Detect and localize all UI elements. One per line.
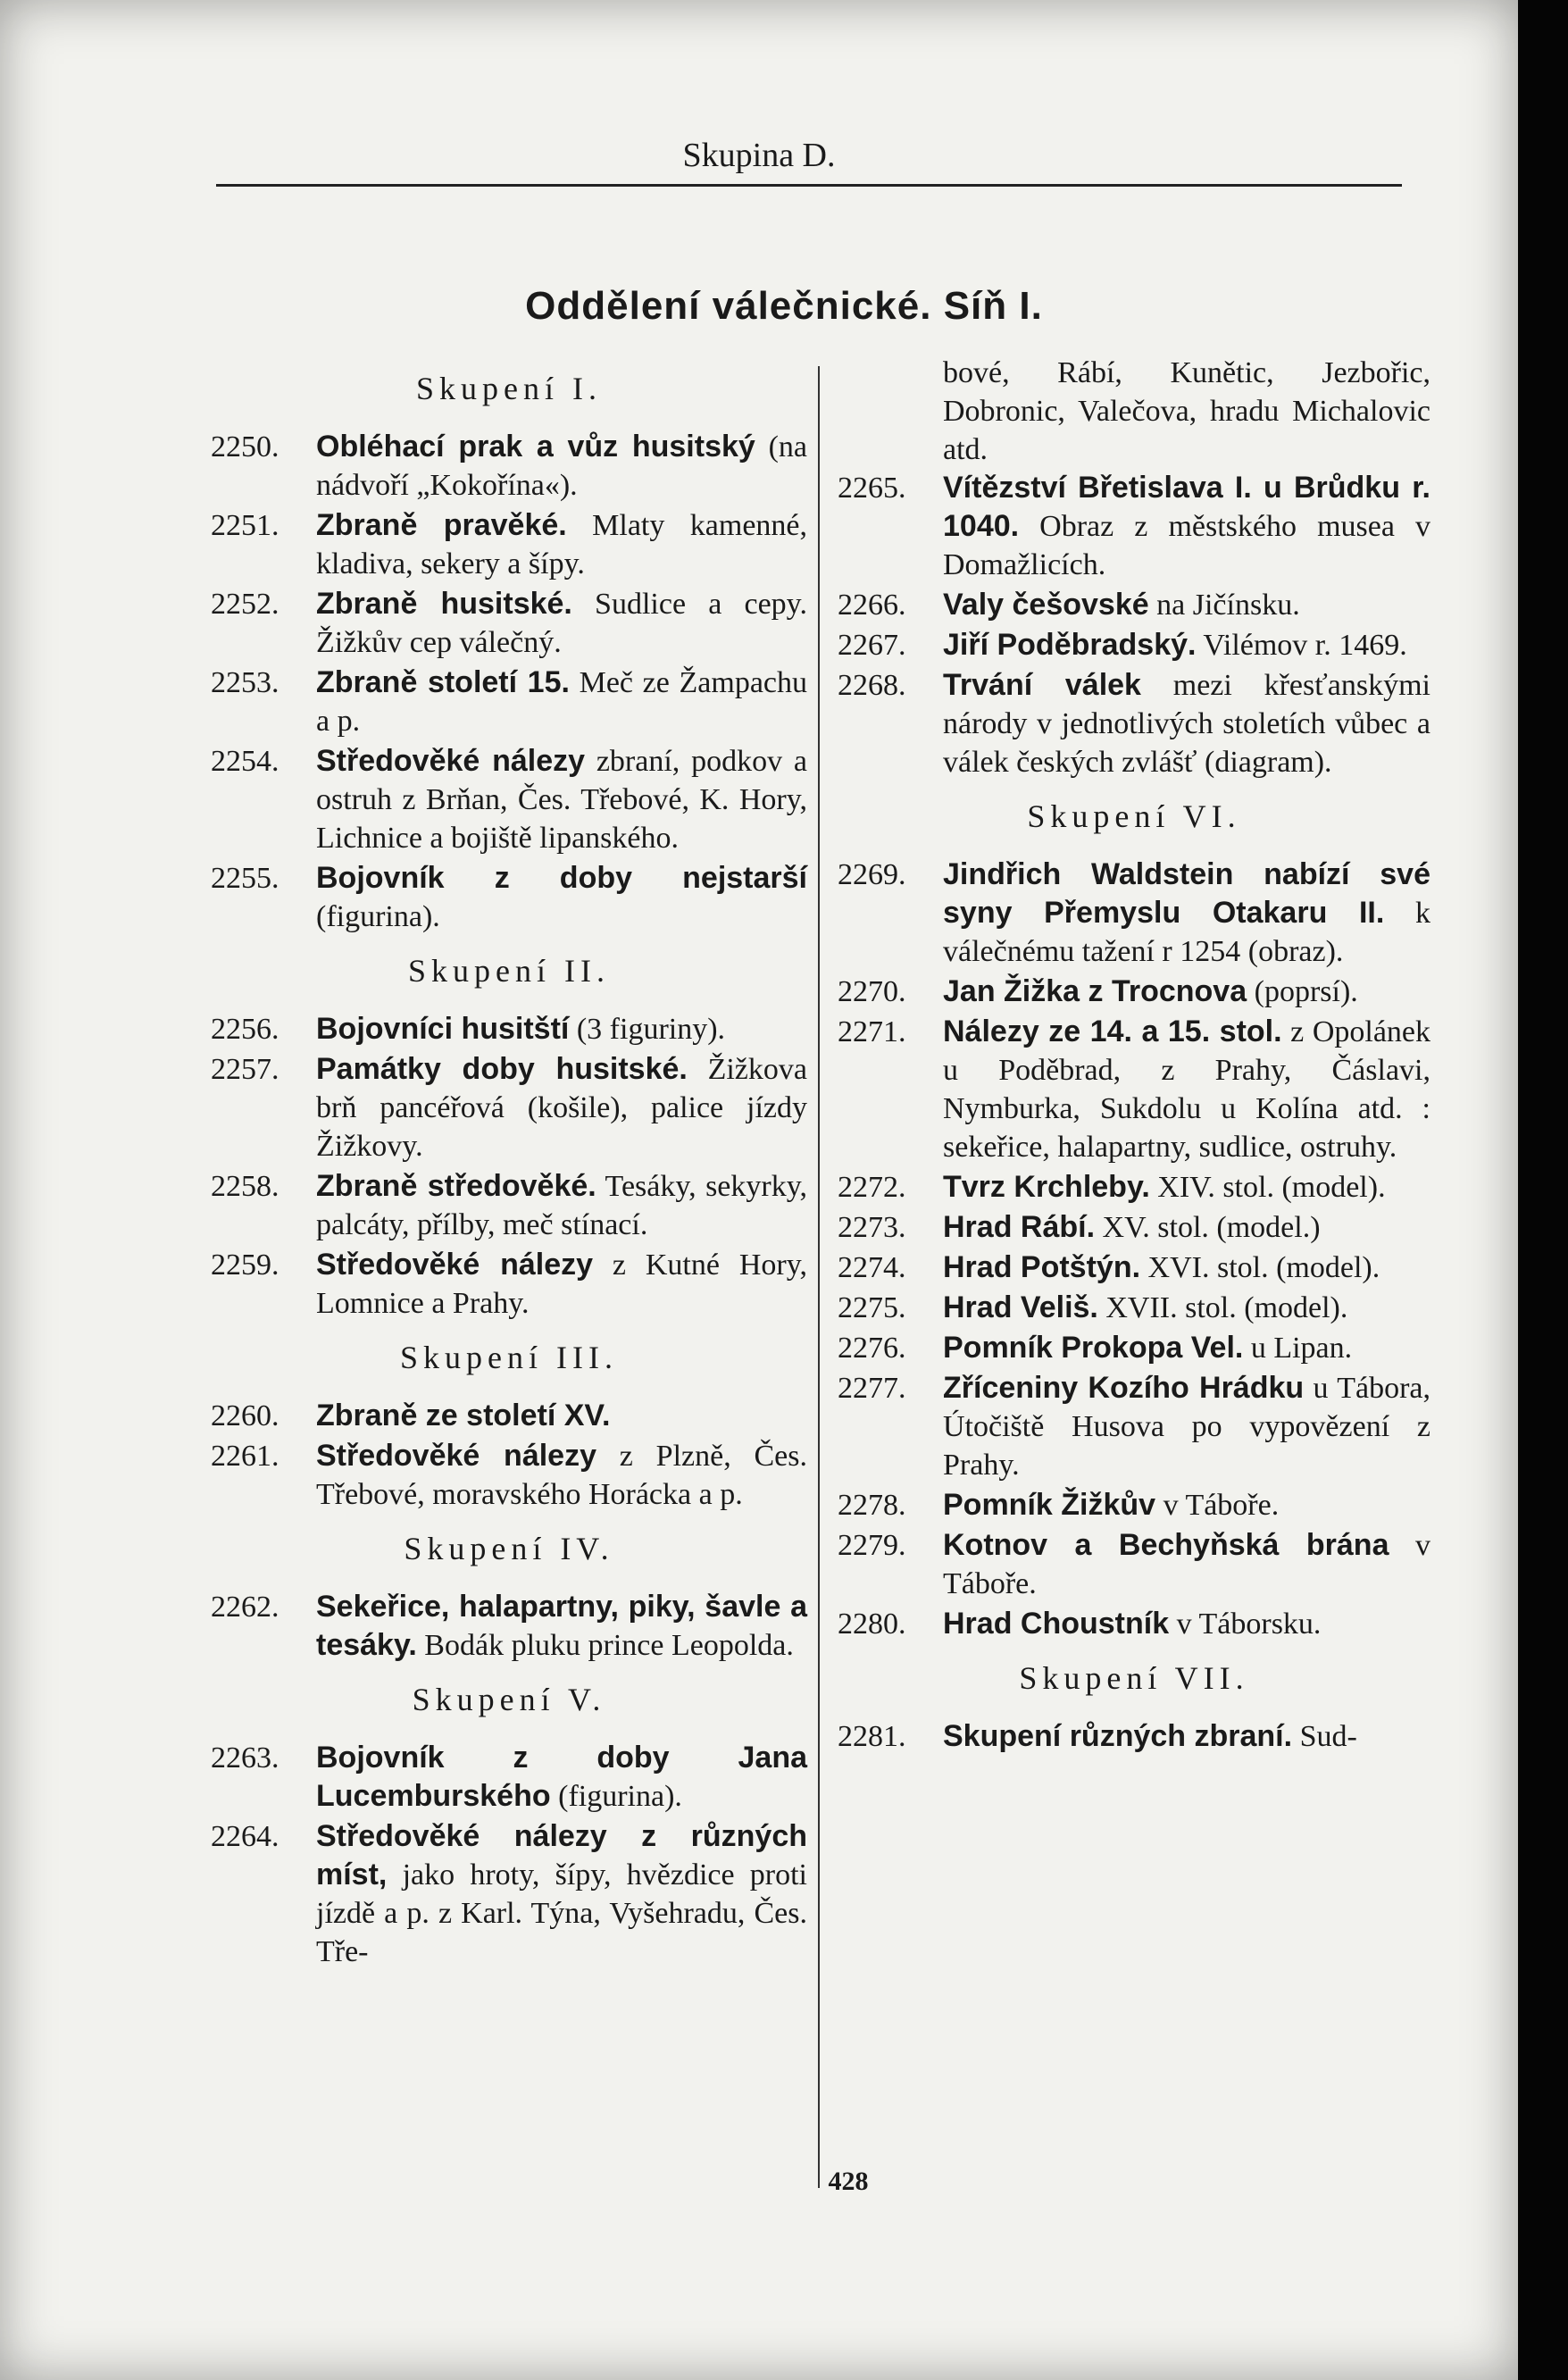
- entry-text: [316, 1588, 807, 1665]
- entry-title: Středověké nálezy z různých míst,: [316, 1819, 807, 1891]
- group-heading: Skupení VI.: [1027, 798, 1241, 834]
- catalog-entry: [211, 585, 807, 662]
- scan-edge: [1518, 0, 1568, 2380]
- catalog-entry: [211, 1397, 807, 1435]
- entry-title: Trvání válek: [943, 668, 1141, 702]
- running-head: Skupina D.: [682, 137, 836, 174]
- entry-description: Sudlice a cepy. Žižkův cep válečný.: [316, 588, 807, 659]
- entry-number: 2261.: [211, 1440, 279, 1473]
- entry-text: [943, 1369, 1430, 1484]
- entry-description: XIV. stol. (model).: [1149, 1171, 1386, 1204]
- entry-description: (na nádvoří „Kokořína«).: [316, 430, 807, 502]
- entry-number: 2272.: [838, 1171, 906, 1204]
- entry-number: 2275.: [838, 1291, 906, 1324]
- entry-description: zbraní, podkov a ostruh z Brňan, Čes. Třebové, K. Hory, Lichnice a bojiště lipanského.: [316, 745, 807, 855]
- entry-number: 2268.: [838, 669, 906, 702]
- entry-description: XVI. stol. (model).: [1140, 1251, 1380, 1284]
- entry-text: [943, 1717, 1430, 1756]
- entry-description: Vilémov r. 1469.: [1196, 629, 1407, 662]
- entry-title: Zříceniny Kozího Hrádku: [943, 1371, 1305, 1405]
- entry-number: 2270.: [838, 975, 906, 1008]
- entry-text: [943, 1526, 1430, 1603]
- entry-title: Jan Žižka z Trocnova: [943, 974, 1247, 1008]
- entry-text: [943, 1605, 1430, 1643]
- catalog-entry: [838, 1248, 1430, 1287]
- entry-title: Památky doby husitské.: [316, 1052, 688, 1086]
- entry-number: 2276.: [838, 1332, 906, 1365]
- group-heading: Skupení V.: [412, 1682, 606, 1717]
- entry-text: [943, 1248, 1430, 1287]
- entry-title: Jindřich Waldstein nabízí své syny Přemyslu Otakaru II.: [943, 857, 1430, 930]
- entry-text: [316, 1050, 807, 1165]
- entry-number: 2264.: [211, 1820, 279, 1853]
- catalog-entry: [838, 1717, 1430, 1756]
- entry-description: XVII. stol. (model).: [1097, 1291, 1348, 1324]
- entry-description: mezi křesťanskými národy v jednotlivých stoletích vůbec a válek českých zvlášť (diagram).: [943, 669, 1430, 779]
- entry-title: Hrad Potštýn.: [943, 1250, 1141, 1284]
- catalog-entry: [211, 1010, 807, 1048]
- entry-text: [943, 1486, 1430, 1524]
- entry-number: 2256.: [211, 1013, 279, 1046]
- entry-text: [316, 1739, 807, 1816]
- entry-number: 2250.: [211, 430, 279, 463]
- entry-title: Bojovník z doby nejstarší: [316, 861, 807, 895]
- entry-title: Pomník Prokopa Vel.: [943, 1331, 1244, 1365]
- entry-number: 2277.: [838, 1372, 906, 1405]
- entry-number: 2260.: [211, 1399, 279, 1432]
- entry-description: XV. stol. (model.): [1095, 1211, 1321, 1244]
- entry-number: 2262.: [211, 1591, 279, 1624]
- entry-description: k válečnému tažení r 1254 (obraz).: [943, 897, 1430, 968]
- entry-description: Mlaty kamenné, kladiva, sekery a šípy.: [316, 509, 807, 580]
- entry-description: Obraz z městského musea v Domažlicích.: [943, 510, 1430, 581]
- entry-description: z Kutné Hory, Lomnice a Prahy.: [316, 1248, 807, 1320]
- entry-title: Zbraně husitské.: [316, 587, 572, 621]
- catalog-entry: [211, 1817, 807, 1971]
- entry-number: 2251.: [211, 509, 279, 542]
- catalog-entry: [838, 973, 1430, 1011]
- entry-description: Meč ze Žampachu a p.: [316, 666, 807, 738]
- entry-number: 2253.: [211, 666, 279, 699]
- entry-text: [943, 1208, 1430, 1247]
- entry-text: [943, 1329, 1430, 1367]
- catalog-entry: [838, 856, 1430, 971]
- entry-number: 2257.: [211, 1053, 279, 1086]
- entry-text: [316, 428, 807, 505]
- entry-number: 2255.: [211, 862, 279, 895]
- entry-text: [943, 973, 1430, 1011]
- entry-title: Zbraně století 15.: [316, 665, 570, 699]
- catalog-entry: [211, 1167, 807, 1244]
- entry-description: Sud-: [1292, 1720, 1357, 1753]
- entry-number: 2274.: [838, 1251, 906, 1284]
- catalog-entry: [838, 1526, 1430, 1603]
- entry-text: [316, 859, 807, 936]
- catalog-entry: [838, 1168, 1430, 1207]
- entry-title: Obléhací prak a vůz husitský: [316, 430, 755, 463]
- entry-number: 2252.: [211, 588, 279, 621]
- catalog-entry: [838, 1605, 1430, 1643]
- entry-title: Bojovník z doby Jana Lucemburského: [316, 1741, 807, 1813]
- group-heading: Skupení I.: [416, 371, 602, 406]
- entry-text: [316, 1246, 807, 1323]
- entry-number: 2258.: [211, 1170, 279, 1203]
- entry-description: (figurina).: [550, 1780, 682, 1813]
- page-number: 428: [828, 2167, 869, 2196]
- catalog-entry: [211, 742, 807, 857]
- entry-number: 2254.: [211, 745, 279, 778]
- entry-title: Skupení různých zbraní.: [943, 1719, 1293, 1753]
- catalog-entry: [838, 1486, 1430, 1524]
- entry-description: u Tábora, Útočiště Husova po vypovězení z Prahy.: [943, 1372, 1430, 1482]
- entry-title: Středověké nálezy: [316, 1439, 596, 1473]
- entry-number: 2281.: [838, 1720, 906, 1753]
- entry-title: Hrad Choustník: [943, 1607, 1170, 1641]
- entry-description: (poprsí).: [1247, 975, 1358, 1008]
- entry-description: (figurina).: [316, 900, 440, 933]
- entry-number: 2279.: [838, 1529, 906, 1562]
- left-column: [211, 354, 807, 1973]
- entry-text: [316, 664, 807, 740]
- entry-number: 2269.: [838, 858, 906, 891]
- entry-description: jako hroty, šípy, hvězdice proti jízdě a p. z Karl. Týna, Vyšehradu, Čes. Tře-: [316, 1858, 807, 1968]
- entry-title: Hrad Rábí.: [943, 1210, 1096, 1244]
- entry-continuation: bové, Rábí, Kunětic, Jezbořic, Dobronic, Valečova, hradu Michalovic atd.: [943, 356, 1430, 466]
- entry-title: Bojovníci husitští: [316, 1012, 570, 1046]
- entry-text: [316, 1437, 807, 1514]
- entry-title: Středověké nálezy: [316, 1248, 594, 1282]
- entry-title: Vítězství Břetislava I. u Brůdku r. 1040.: [943, 471, 1430, 543]
- catalog-entry: [211, 859, 807, 936]
- entry-title: Sekeřice, halapartny, piky, šavle a tesáky.: [316, 1590, 807, 1662]
- entry-description: v Táborsku.: [1169, 1608, 1322, 1641]
- entry-number: 2259.: [211, 1248, 279, 1282]
- entry-title: Zbraně středověké.: [316, 1169, 596, 1203]
- catalog-entry: [838, 1208, 1430, 1247]
- catalog-entry: [838, 1013, 1430, 1166]
- right-column: [838, 354, 1430, 1758]
- group-heading: Skupení II.: [408, 953, 610, 989]
- entry-title: Středověké nálezy: [316, 744, 586, 778]
- catalog-entry: [838, 1369, 1430, 1484]
- entry-title: Pomník Žižkův: [943, 1488, 1156, 1522]
- entry-description: na Jičínsku.: [1148, 589, 1300, 622]
- entry-description: u Lipan.: [1243, 1332, 1353, 1365]
- entry-number: 2280.: [838, 1608, 906, 1641]
- entry-title: Zbraně pravěké.: [316, 508, 567, 542]
- entry-text: [316, 1817, 807, 1971]
- entry-text: [943, 1289, 1430, 1327]
- group-heading: Skupení VII.: [1019, 1660, 1249, 1696]
- column-divider: [818, 366, 820, 2188]
- section-title: Oddělení válečnické. Síň I.: [525, 284, 1043, 328]
- group-heading: Skupení IV.: [404, 1531, 614, 1566]
- entry-text: [316, 1010, 807, 1048]
- entry-text: [316, 506, 807, 583]
- entry-title: Valy češovské: [943, 588, 1149, 622]
- entry-text: [943, 586, 1430, 624]
- entry-description: z Plzně, Čes. Třebové, moravského Horácka a p.: [316, 1440, 807, 1511]
- catalog-entry: [838, 666, 1430, 781]
- entry-title: Kotnov a Bechyňská brána: [943, 1528, 1389, 1562]
- entry-text: [316, 585, 807, 662]
- entry-number: 2278.: [838, 1489, 906, 1522]
- entry-title: Jiří Poděbradský.: [943, 628, 1197, 662]
- entry-text: [316, 742, 807, 857]
- entry-title: Hrad Veliš.: [943, 1290, 1098, 1324]
- entry-number: 2265.: [838, 472, 906, 505]
- catalog-entry: [838, 626, 1430, 664]
- entry-text: [943, 666, 1430, 781]
- catalog-entry: [211, 1739, 807, 1816]
- catalog-entry: [211, 1050, 807, 1165]
- entry-description: Tesáky, sekyrky, palcáty, přílby, meč stínací.: [316, 1170, 808, 1241]
- entry-text: [943, 1168, 1430, 1207]
- entry-description: z Opolánek u Poděbrad, z Prahy, Čáslavi, Nymburka, Sukdolu u Kolína atd. : sekeřice, halapartny, sudlice, ostruhy.: [943, 1015, 1430, 1164]
- entry-description: v Táboře.: [943, 1529, 1430, 1600]
- catalog-entry: [211, 1246, 807, 1323]
- catalog-entry: [838, 469, 1430, 584]
- entry-number: 2266.: [838, 589, 906, 622]
- catalog-entry: [211, 506, 807, 583]
- entry-number: 2273.: [838, 1211, 906, 1244]
- entry-text: [943, 469, 1430, 584]
- entry-description: v Táboře.: [1155, 1489, 1280, 1522]
- catalog-entry: [211, 1437, 807, 1514]
- entry-description: Žižkova brň pancéřová (košile), palice jízdy Žižkovy.: [316, 1053, 807, 1163]
- entry-title: Nálezy ze 14. a 15. stol.: [943, 1015, 1282, 1048]
- catalog-entry: [211, 664, 807, 740]
- catalog-entry: [838, 1329, 1430, 1367]
- entry-number: 2263.: [211, 1741, 279, 1775]
- catalog-entry: [838, 586, 1430, 624]
- entry-text: [943, 1013, 1430, 1166]
- entry-description: Bodák pluku prince Leopolda.: [416, 1629, 794, 1662]
- entry-title: Tvrz Krchleby.: [943, 1170, 1150, 1204]
- entry-description: (3 figuriny).: [569, 1013, 726, 1046]
- catalog-entry: [211, 428, 807, 505]
- group-heading: Skupení III.: [400, 1340, 618, 1375]
- entry-text: [316, 1167, 807, 1244]
- catalog-entry: [838, 1289, 1430, 1327]
- entry-title: Zbraně ze století XV.: [316, 1399, 611, 1432]
- entry-text: [943, 856, 1430, 971]
- catalog-entry: [211, 1588, 807, 1665]
- entry-text: [943, 626, 1430, 664]
- entry-number: 2267.: [838, 629, 906, 662]
- header-rule: [216, 184, 1402, 187]
- entry-number: 2271.: [838, 1015, 906, 1048]
- entry-text: [316, 1397, 807, 1435]
